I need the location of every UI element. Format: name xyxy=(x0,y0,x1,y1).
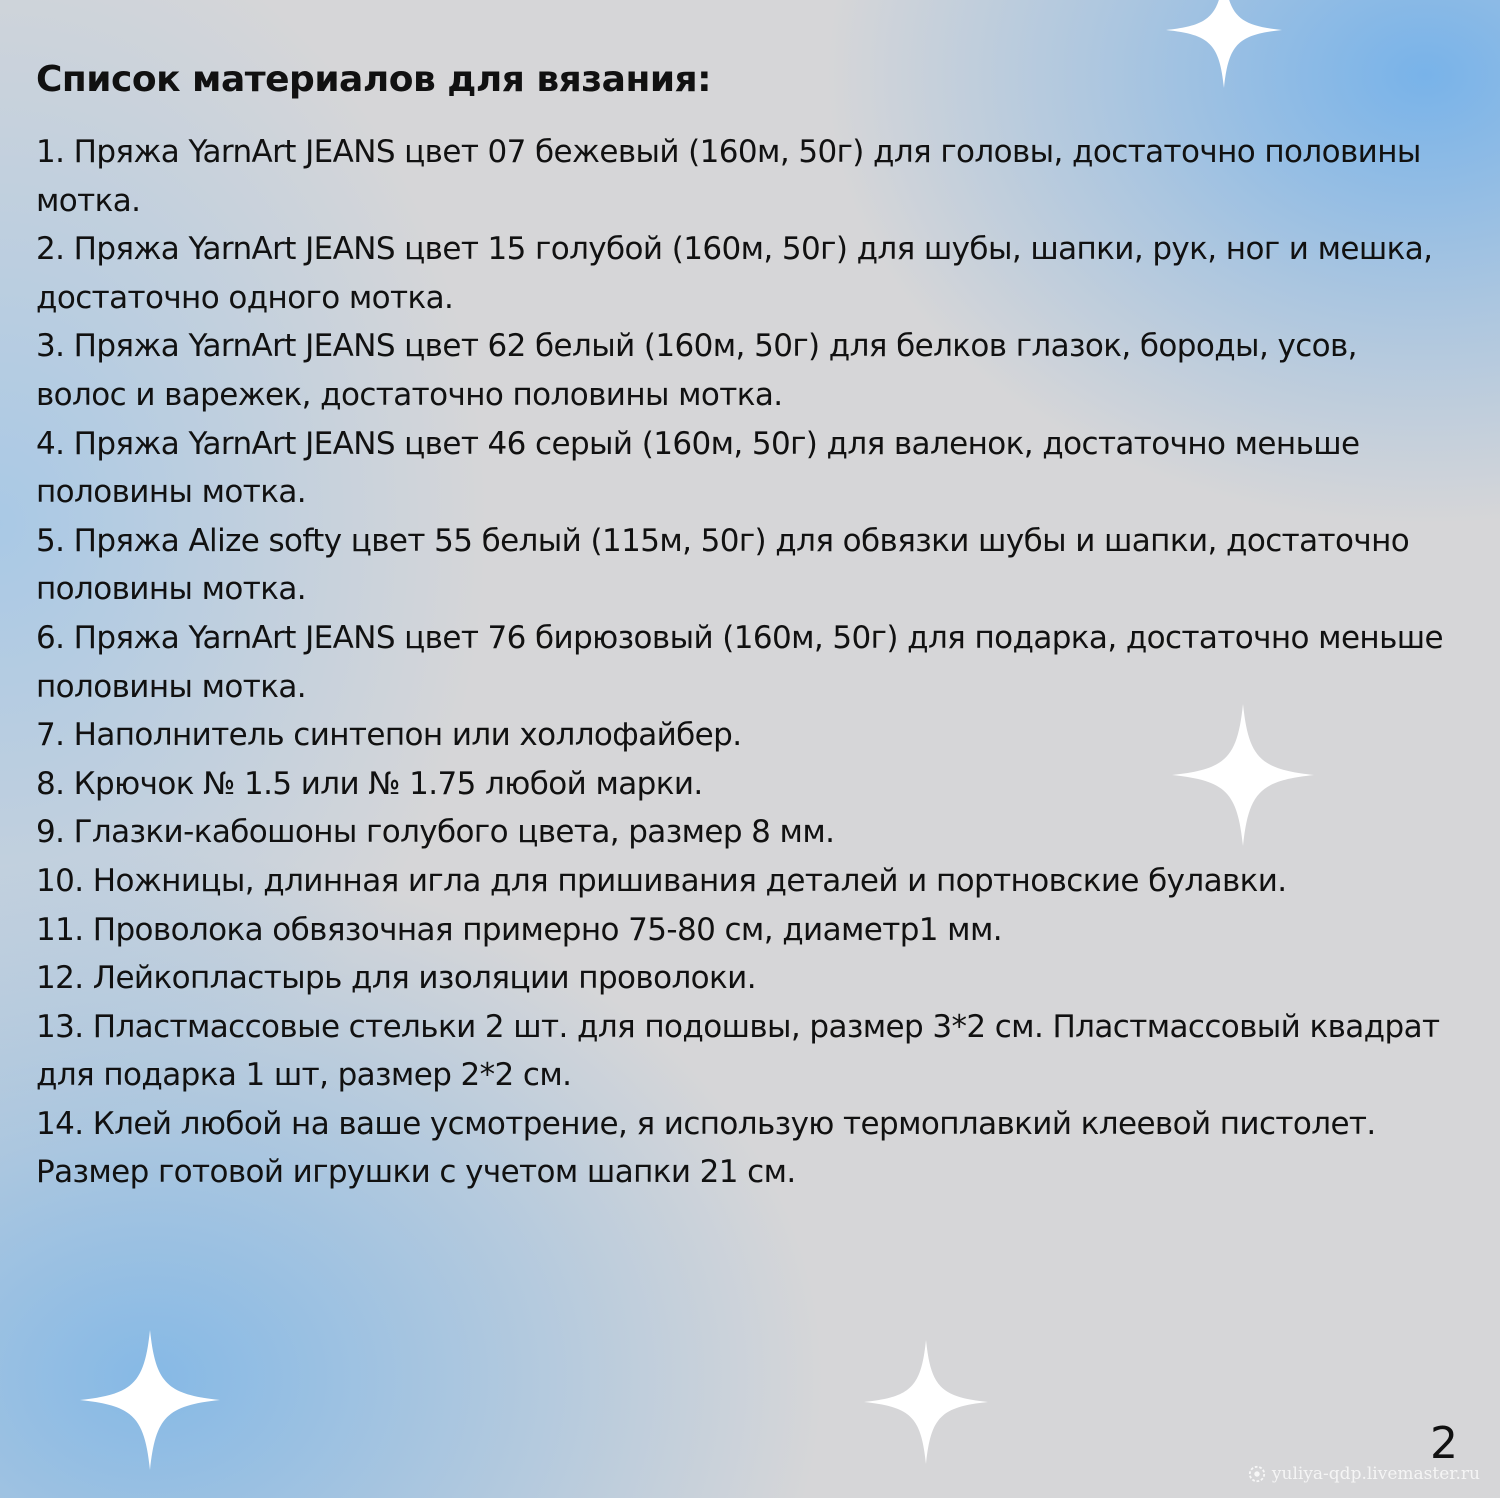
list-item: 4. Пряжа YarnArt JEANS цвет 46 серый (160м, 50г) для валенок, достаточно меньше половины мотка. xyxy=(36,425,1360,511)
materials-list xyxy=(36,128,1456,1197)
list-item: 11. Проволока обвязочная примерно 75-80 см, диаметр1 мм. xyxy=(36,911,1002,948)
page-number: 2 xyxy=(1430,1418,1458,1469)
watermark xyxy=(1248,1462,1480,1486)
list-item: 2. Пряжа YarnArt JEANS цвет 15 голубой (160м, 50г) для шубы, шапки, рук, ног и мешка, достаточно одного мотка. xyxy=(36,231,1433,316)
list-item: 13. Пластмассовые стельки 2 шт. для подошвы, размер 3*2 см. Пластмассовый квадрат для подарка 1 шт, размер 2*2 см. xyxy=(36,1008,1440,1094)
sparkle-icon xyxy=(80,1330,220,1470)
list-item: 7. Наполнитель синтепон или холлофайбер. xyxy=(36,717,742,754)
list-item: 5. Пряжа Alize softy цвет 55 белый (115м, 50г) для обвязки шубы и шапки, достаточно половины мотка. xyxy=(36,522,1410,608)
list-item: 12. Лейкопластырь для изоляции проволоки. xyxy=(36,960,756,997)
watermark-text: yuliya-qdp.livemaster.ru xyxy=(1271,1464,1480,1484)
list-item: 1. Пряжа YarnArt JEANS цвет 07 бежевый (160м, 50г) для головы, достаточно половины мотка. xyxy=(36,134,1421,219)
list-item: Размер готовой игрушки с учетом шапки 21 см. xyxy=(36,1154,796,1191)
sparkle-icon xyxy=(864,1340,988,1464)
sparkle-icon xyxy=(1166,0,1282,88)
list-item: 9. Глазки-кабошоны голубого цвета, размер 8 мм. xyxy=(36,814,835,851)
livemaster-logo-icon xyxy=(1248,1465,1266,1483)
list-item: 8. Крючок № 1.5 или № 1.75 любой марки. xyxy=(36,765,703,802)
list-item: 6. Пряжа YarnArt JEANS цвет 76 бирюзовый (160м, 50г) для подарка, достаточно меньше половины мотка. xyxy=(36,619,1443,705)
list-item: 10. Ножницы, длинная игла для пришивания деталей и портновские булавки. xyxy=(36,862,1287,899)
page-title: Список материалов для вязания: xyxy=(36,59,712,100)
list-item: 3. Пряжа YarnArt JEANS цвет 62 белый (160м, 50г) для белков глазок, бороды, усов, волос и варежек, достаточно половины мотка. xyxy=(36,328,1357,413)
list-item: 14. Клей любой на ваше усмотрение, я использую термоплавкий клеевой пистолет. xyxy=(36,1105,1376,1142)
